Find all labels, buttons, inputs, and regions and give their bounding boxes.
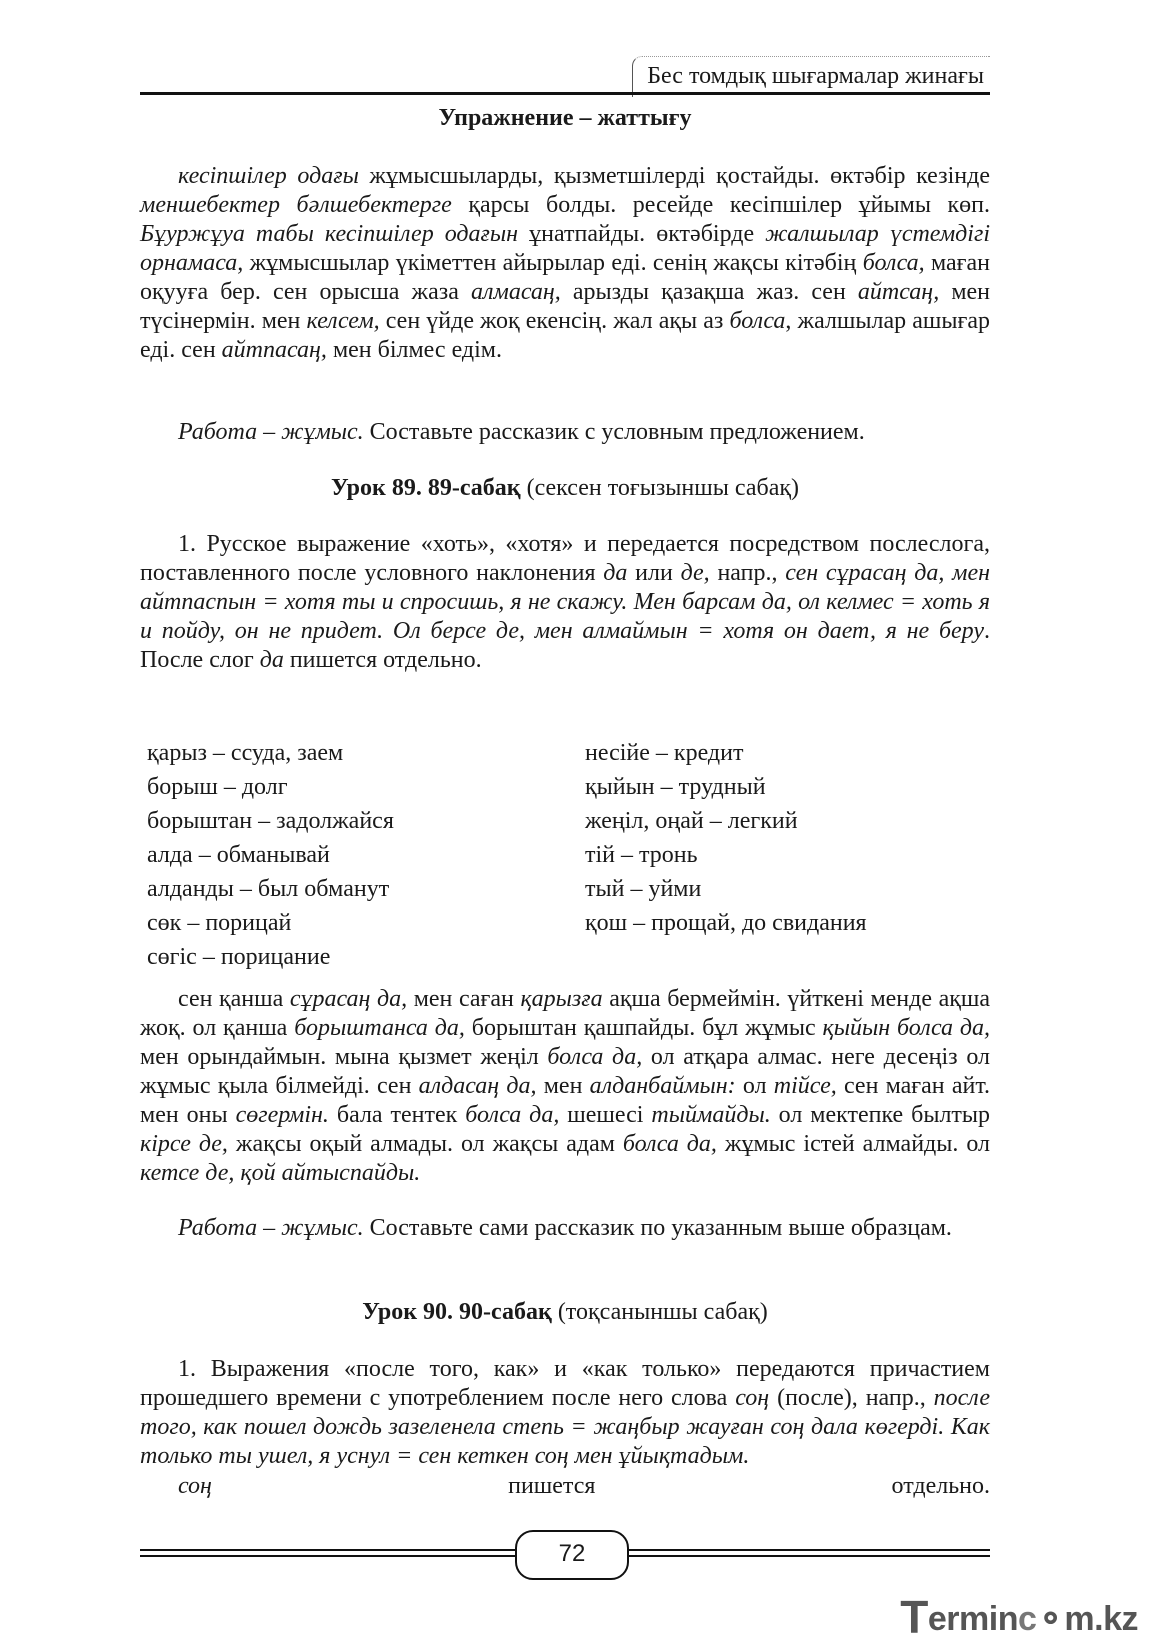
text-italic: соң [178, 1473, 212, 1499]
work-label: Работа – жұмыс. [178, 419, 364, 445]
text-italic: кетсе де, қой айтыспайды. [140, 1160, 421, 1186]
text-italic: қыйын болса да, [822, 1015, 991, 1041]
text-span: мен орындаймын. мына қызмет жеңіл [140, 1044, 548, 1070]
text-italic: болса [729, 308, 786, 334]
vocab-item: борыш – долг [147, 774, 288, 800]
text-span: сен қанша [178, 986, 290, 1012]
text-italic: сен сұрасаң да, мен айтпаспын = хотя ты и спросишь, я не скажу. Мен барсам да, ол келмес = хоть я и пойду, он не придет. Ол берсе де, мен алмаймын = хотя он дает, я не беру [140, 560, 991, 644]
text-italic: тійсе, [773, 1073, 837, 1099]
text-span: мен саған [407, 986, 521, 1012]
vocab-item: тій – тронь [585, 842, 698, 868]
vocab-item: сөк – порицай [147, 910, 292, 936]
paragraph-lesson-89 [140, 530, 990, 675]
lesson-title: Урок 90. 90-сабақ [362, 1299, 552, 1325]
text-italic: да [603, 560, 628, 586]
text-span: сен маған айт. мен оны [140, 1073, 991, 1128]
work-text: Составьте сами рассказик по указанным выше образцам. [363, 1215, 952, 1241]
lesson-subtitle: (сексен тоғызыншы сабақ) [520, 475, 799, 501]
vocab-item: алданды – был обманут [147, 876, 390, 902]
text-italic: алдасаң да, [418, 1073, 537, 1099]
text-span: отдельно. [891, 1473, 990, 1499]
page-number-badge [515, 1530, 629, 1580]
text-span: жақсы оқый алмады. ол жақсы адам [227, 1131, 623, 1157]
text-span: қарсы болды. ресейде кесіпшілер ұйымы көп. [451, 192, 991, 218]
magnifier-icon: ⚬ [1036, 1600, 1065, 1638]
text-italic: алмасаң, [471, 279, 561, 305]
text-span: ол атқара алмас. неге десеңіз ол жұмыс қыла білмейді. сен [140, 1044, 991, 1099]
text-span: бала тентек [328, 1102, 466, 1128]
work-text: Составьте рассказик с условным предложением. [363, 419, 865, 445]
lesson-89-heading [140, 474, 990, 503]
text-span: или [627, 560, 681, 586]
lesson-title: Урок 89. 89-сабақ [331, 475, 521, 501]
text-span: мен түсінермін. мен [140, 279, 991, 334]
text-italic: алданбаймын: [589, 1073, 736, 1099]
lesson-90-heading [140, 1298, 990, 1327]
text-italic: после того, как пошел дождь зазеленела степь = жаңбыр жауған соң дала көгерді. Как только ты ушел, я уснул = сен кеткен соң мен ұйықтадым. [140, 1385, 990, 1469]
text-italic: да [259, 647, 284, 673]
text-italic: айтсаң, [857, 279, 940, 305]
text-italic: сөгермін. [235, 1102, 329, 1128]
site-watermark-logo [900, 1590, 1138, 1644]
text-italic: келсем, [306, 308, 380, 334]
text-italic: сұрасаң да, [289, 986, 408, 1012]
text-span: мен білмес едім. [326, 337, 502, 363]
text-span: ұнатпайды. өктәбірде [518, 221, 766, 247]
vocab-item: несійе – кредит [585, 740, 744, 766]
work-assignment-2 [140, 1214, 990, 1243]
running-title: Бес томдық шығармалар жинағы [647, 63, 984, 89]
paragraph-lesson-90 [140, 1355, 990, 1471]
running-header-tab [632, 56, 990, 97]
text-italic: тыймайды. [651, 1102, 771, 1128]
header-rule [140, 92, 990, 95]
text-span: жұмыс істей алмайды. ол [716, 1131, 991, 1157]
text-span: (после), напр., [769, 1385, 934, 1411]
text-span: , жалшылар ашығар еді. сен [140, 308, 990, 363]
work-label: Работа – жұмыс. [178, 1215, 364, 1241]
text-span: мен [536, 1073, 590, 1099]
vocabulary-column-right [585, 736, 867, 940]
text-span: пишется отдельно. [283, 647, 482, 673]
text-italic: де, [680, 560, 710, 586]
text-span: жұмысшыларды, қызметшілерді қостайды. өктәбір кезінде [358, 163, 990, 189]
paragraph-examples [140, 985, 990, 1188]
work-assignment-1 [140, 418, 990, 447]
text-italic: айтпасаң, [221, 337, 327, 363]
text-italic: кесіпшілер одағы [178, 163, 359, 189]
text-italic: қарызға [520, 986, 603, 1012]
text-span: жұмысшылар үкіметтен айырылар еді. сенің жақсы кітәбің [243, 250, 863, 276]
text-italic: меншебектер бәлшебектерге [140, 192, 452, 218]
text-italic: соң [735, 1385, 770, 1411]
text-italic: болса да, [465, 1102, 560, 1128]
text-span: маған оқууға бер. сен орысша жаза [140, 250, 991, 305]
text-span: арызды қазақша жаз. сен [560, 279, 858, 305]
page-footer [140, 1530, 990, 1580]
watermark-part: m.kz [1064, 1600, 1138, 1638]
vocab-item: сөгіс – порицание [147, 944, 331, 970]
watermark-part: T [900, 1591, 928, 1643]
lesson-subtitle: (тоқсаныншы сабақ) [551, 1299, 768, 1325]
text-italic: болса, [862, 250, 925, 276]
text-span: борыштан қашпайды. бұл жұмыс [464, 1015, 823, 1041]
text-span: напр., [709, 560, 786, 586]
vocab-item: қыйын – трудный [585, 774, 766, 800]
paragraph-last-line [140, 1472, 990, 1501]
vocab-item: тый – уйми [585, 876, 702, 902]
paragraph-exercise [140, 162, 990, 365]
vocab-item: алда – обманывай [147, 842, 330, 868]
watermark-part: c [1017, 1600, 1037, 1638]
vocab-item: борыштан – задолжайся [147, 808, 394, 834]
watermark-part: ermin [927, 1600, 1018, 1638]
vocab-item: қарыз – ссуда, заем [147, 740, 344, 766]
text-italic: болса да, [547, 1044, 643, 1070]
text-span: пишется [508, 1473, 596, 1499]
text-italic: жалшылар үстемдігі орнамаса, [140, 221, 991, 276]
text-span: ол мектепке былтыр [770, 1102, 991, 1128]
text-span: 1. Русское выражение «хоть», «хотя» и передается посредством послеслога, поставленного после условного наклонения [140, 531, 990, 586]
text-span: 1. Выражения «после того, как» и «как только» передаются причастием прошедшего времени с употреблением после него слова [140, 1356, 990, 1411]
text-italic: болса да, [622, 1131, 717, 1157]
exercise-heading: Упражнение – жаттығу [438, 105, 692, 131]
text-span: . После слог [140, 618, 990, 673]
vocab-item: жеңіл, оңай – легкий [585, 808, 798, 834]
text-span: ол [735, 1073, 774, 1099]
text-italic: кірсе де, [140, 1131, 228, 1157]
vocab-item: қош – прощай, до свидания [585, 910, 867, 936]
text-italic: борыштанса да, [294, 1015, 465, 1041]
page-number: 72 [558, 1540, 586, 1567]
text-span: шешесі [559, 1102, 652, 1128]
vocabulary-column-left [147, 736, 394, 974]
text-span: сен үйде жоқ екенсің. жал ақы аз [379, 308, 730, 334]
text-italic: Бұуржұуа табы кесіпшілер одағын [140, 221, 519, 247]
text-span: ақша бермеймін. үйткені менде ақша жоқ. ол қанша [140, 986, 991, 1041]
